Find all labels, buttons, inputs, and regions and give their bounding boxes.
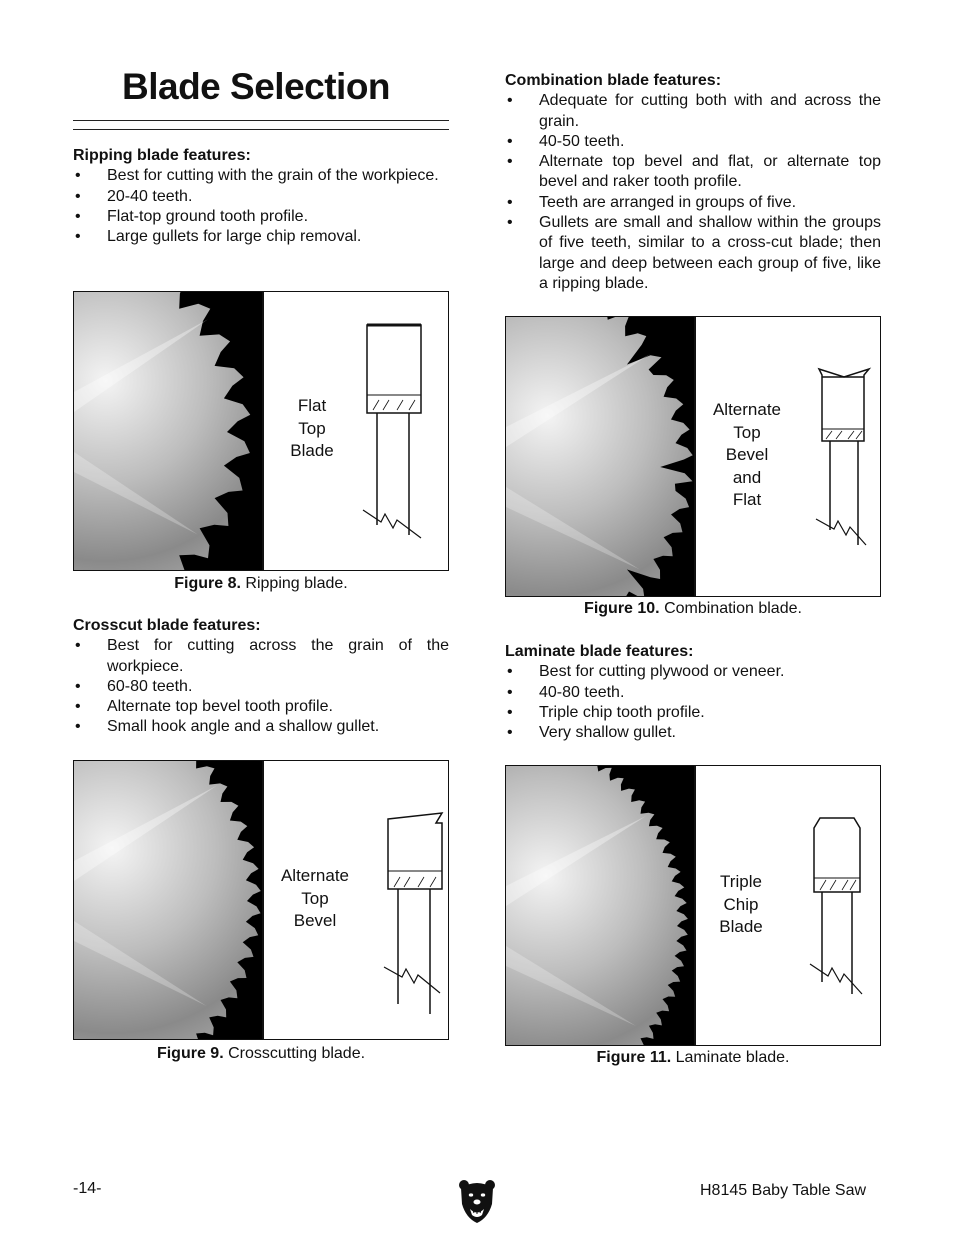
manual-title: H8145 Baby Table Saw [700,1182,867,1199]
alternate-top-bevel-and-flat-tooth-diagram [814,365,881,590]
figure-11-laminate-blade [505,765,881,1046]
list-item: • 60-80 teeth. [73,677,449,697]
list-item: • 40-80 teeth. [505,683,881,703]
list-item: • Teeth are arranged in groups of five. [505,193,881,213]
title-rule-bottom [73,129,449,130]
list-item: • Alternate top bevel tooth profile. [73,697,449,717]
crosscut-heading: Crosscut blade features: [73,617,261,634]
figure-8-ripping-blade [73,291,449,571]
figure-10-caption: Figure 10. Combination blade. [584,600,802,617]
ripping-section [73,146,449,247]
triple-chip-tooth-diagram [806,814,876,1039]
list-item: • Best for cutting plywood or veneer. [505,662,881,682]
list-item: • Best for cutting with the grain of the workpiece. [73,166,449,186]
combination-heading: Combination blade features: [505,72,722,89]
title-rule-top [73,120,449,121]
saw-blade-shape [74,761,261,1039]
combination-blade-photo [506,317,694,596]
list-item: • Very shallow gullet. [505,723,881,743]
figure-11-caption: Figure 11. Laminate blade. [596,1049,790,1066]
figure-8-caption: Figure 8. Ripping blade. [174,575,348,592]
figure-9-caption: Figure 9. Crosscutting blade. [156,1045,366,1062]
list-item: • Small hook angle and a shallow gullet. [73,717,449,737]
grizzly-bear-logo-icon [458,1178,496,1224]
list-item: • 40-50 teeth. [505,132,881,152]
laminate-heading: Laminate blade features: [505,643,694,660]
figure-9-crosscutting-blade [73,760,449,1040]
list-item: • 20-40 teeth. [73,187,449,207]
list-item: • Triple chip tooth profile. [505,703,881,723]
saw-blade-shape [506,317,693,596]
list-item: • Flat-top ground tooth profile. [73,207,449,227]
page-number: -14- [73,1180,102,1197]
crosscut-blade-photo [74,761,262,1039]
page-title: Blade Selection [122,66,391,107]
saw-blade-shape [74,292,250,570]
combination-section [505,71,881,294]
list-item: • Adequate for cutting both with and across the grain. [505,91,881,132]
list-item: • Best for cutting across the grain of the workpiece. [73,636,449,677]
list-item: • Large gullets for large chip removal. [73,227,449,247]
triple-chip-blade-label: Triple Chip Blade [719,872,763,936]
alternate-top-bevel-tooth-diagram [380,809,449,1034]
ripping-blade-photo [74,292,262,570]
figure-10-combination-blade [505,316,881,597]
crosscut-features-list [73,636,449,737]
flat-top-blade-label: Flat Top Blade [290,396,334,460]
combination-features-list [505,91,881,294]
laminate-blade-photo [506,766,694,1045]
laminate-section [505,642,881,743]
alternate-top-bevel-and-flat-label: Alternate Top Bevel and Flat [712,400,782,509]
flat-top-tooth-diagram [359,320,429,545]
laminate-features-list [505,662,881,743]
list-item: • Gullets are small and shallow within the groups of five teeth, similar to a cross-cut blade; then large and deep between each group of five, like a ripping blade. [505,213,881,294]
ripping-features-list [73,166,449,247]
list-item: • Alternate top bevel and flat, or alternate top bevel and raker tooth profile. [505,152,881,193]
alternate-top-bevel-label: Alternate Top Bevel [280,866,350,930]
ripping-heading: Ripping blade features: [73,147,251,164]
crosscut-section [73,616,449,738]
